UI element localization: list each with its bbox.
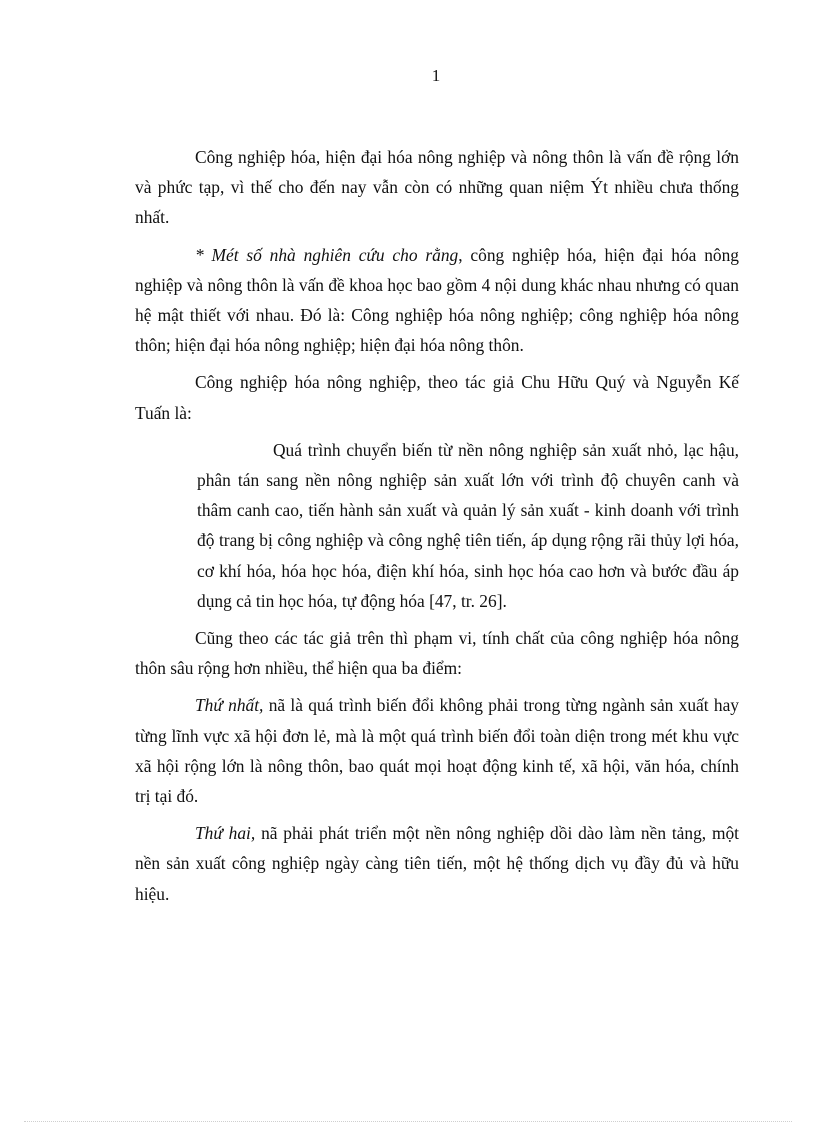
italic-lead: Thứ nhất,: [195, 695, 264, 716]
page-bottom-divider: [24, 1121, 792, 1122]
paragraph-researchers-view: [135, 240, 739, 361]
paragraph-text: nã là quá trình biến đổi không phải trong từng ngành sản xuất hay từng lĩnh vực xã hội đơn lẻ, mà là một quá trình biến đổi toàn diện trong mét khu vực xã hội rộng lớn là nông thôn, bao quát mọi hoạt động kinh tế, xã hội, văn hóa, chính trị tại đó.: [135, 695, 739, 807]
paragraph-text: nã phải phát triển một nền nông nghiệp dồi dào làm nền tảng, một nền sản xuất công nghiệp ngày càng tiên tiến, một hệ thống dịch vụ đầy đủ và hữu hiệu.: [135, 823, 739, 904]
block-quote: Quá trình chuyển biến từ nền nông nghiệp sản xuất nhỏ, lạc hậu, phân tán sang nền nông nghiệp sản xuất lớn với trình độ chuyên canh và thâm canh cao, tiến hành sản xuất và quản lý sản xuất - kinh doanh với trình độ trang bị công nghiệp và công nghệ tiên tiến, áp dụng rộng rãi thủy lợi hóa, cơ khí hóa, hóa học hóa, điện khí hóa, sinh học hóa cao hơn và bước đầu áp dụng cả tin học hóa, tự động hóa [47, tr. 26].: [197, 439, 739, 611]
paragraph-second-point: [135, 818, 739, 909]
paragraph-text: , công nghiệp hóa, hiện đại hóa nông nghiệp và nông thôn là vấn đề khoa học bao gồm 4 nội dung khác nhau nhưng có quan hệ mật thiết với nhau. Đó là: Công nghiệp hóa nông nghiệp; công nghiệp hóa nông thôn; hiện đại hóa nông nghiệp; hiện đại hóa nông thôn.: [135, 244, 739, 356]
paragraph-authors-definition: Công nghiệp hóa nông nghiệp, theo tác giả Chu Hữu Quý và Nguyễn Kế Tuấn là:: [135, 372, 739, 423]
paragraph-intro: Công nghiệp hóa, hiện đại hóa nông nghiệp và nông thôn là vấn đề rộng lớn và phức tạp, vì thế cho đến nay vẫn còn có những quan niệm Ýt nhiều chưa thống nhất.: [135, 147, 739, 228]
paragraph-rural-scope: Cũng theo các tác giả trên thì phạm vi, tính chất của công nghiệp hóa nông thôn sâu rộng hơn nhiều, thể hiện qua ba điểm:: [135, 628, 739, 679]
document-body: [135, 142, 739, 916]
italic-lead: * Mét số nhà nghiên cứu cho rằng: [195, 244, 459, 265]
italic-lead: Thứ hai,: [195, 823, 256, 844]
page-number: 1: [431, 66, 441, 85]
paragraph-first-point: [135, 690, 739, 811]
